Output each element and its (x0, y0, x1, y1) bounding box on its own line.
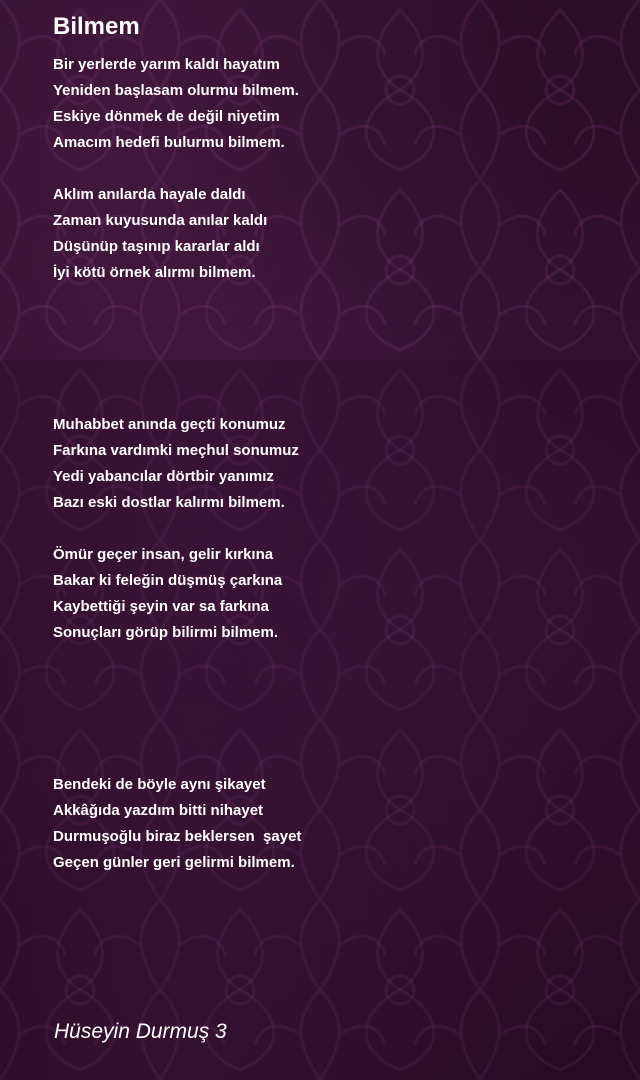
poem-line: Amacım hedefi bulurmu bilmem. (53, 134, 285, 151)
poem-line: Ömür geçer insan, gelir kırkına (53, 546, 274, 563)
poem-stanza-4 (53, 542, 282, 646)
poem-line: Bakar ki feleğin düşmüş çarkına (53, 572, 283, 589)
poem-line: Durmuşoğlu biraz beklersen şayet (53, 828, 302, 845)
poem-line: Aklım anılarda hayale daldı (53, 186, 246, 203)
poem-line: Sonuçları görüp bilirmi bilmem. (53, 624, 279, 641)
poem-stanza-3 (53, 412, 299, 516)
poem-title: Bilmem (53, 13, 140, 40)
poem-line: Akkâğıda yazdım bitti nihayet (53, 802, 264, 819)
poem-stanza-5 (53, 772, 301, 876)
poem-author: Hüseyin Durmuş 3 (54, 1020, 227, 1043)
poem-line: İyi kötü örnek alırmı bilmem. (53, 264, 256, 281)
poem-line: Muhabbet anında geçti konumuz (53, 416, 286, 433)
poem-line: Yeniden başlasam olurmu bilmem. (53, 82, 299, 99)
poem-line: Zaman kuyusunda anılar kaldı (53, 212, 268, 229)
poem-line: Kaybettiği şeyin var sa farkına (53, 598, 269, 615)
poem-line: Bir yerlerde yarım kaldı hayatım (53, 56, 280, 73)
poem-line: Geçen günler geri gelirmi bilmem. (53, 854, 295, 871)
poem-line: Eskiye dönmek de değil niyetim (53, 108, 280, 125)
poem-line: Düşünüp taşınıp kararlar aldı (53, 238, 260, 255)
poem-stanza-2 (53, 182, 267, 286)
poem-line: Bazı eski dostlar kalırmı bilmem. (53, 494, 285, 511)
poem-line: Bendeki de böyle aynı şikayet (53, 776, 266, 793)
poem-line: Farkına vardımki meçhul sonumuz (53, 442, 299, 459)
poem-stanza-1 (53, 52, 299, 156)
poem-line: Yedi yabancılar dörtbir yanımız (53, 468, 274, 485)
